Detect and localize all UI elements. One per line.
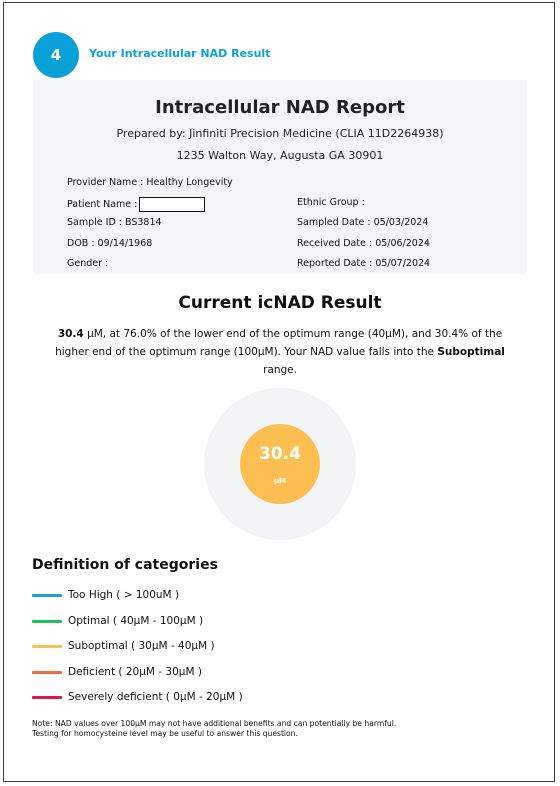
lab-address: 1235 Walton Way, Augusta GA 30901 — [176, 149, 384, 162]
report-title: Intracellular NAD Report — [155, 97, 405, 118]
summary-category: Suboptimal — [437, 346, 505, 358]
category-suboptimal — [32, 639, 215, 653]
category-optimal — [32, 614, 203, 628]
result-value-circle — [240, 424, 320, 504]
report-page — [3, 2, 555, 782]
category-label: Suboptimal ( 30µM - 40µM ) — [68, 640, 215, 652]
footnote-line-1: Note: NAD values over 100µM may not have additional benefits and can potentially be harmful. — [32, 719, 397, 728]
sampled-date: Sampled Date : 05/03/2024 — [297, 217, 429, 228]
summary-text: µM, at 76.0% of the lower end of the optimum range (40µM), and 30.4% of the higher end of the optimum range (100µM). Your NAD value falls into the — [55, 328, 503, 358]
dob: DOB : 09/14/1968 — [67, 238, 153, 249]
step-title: Your Intracellular NAD Result — [89, 47, 271, 60]
summary-value: 30.4 — [57, 328, 84, 340]
category-label: Severely deficient ( 0µM - 20µM ) — [68, 691, 243, 703]
category-color-line — [32, 696, 62, 699]
footnote-line-2: Testing for homocysteine level may be useful to answer this question. — [32, 729, 298, 738]
report-header-box — [33, 80, 527, 274]
sample-id: Sample ID : BS3814 — [67, 217, 162, 228]
step-number-badge: 4 — [33, 32, 79, 78]
patient-name-label: Patient Name : — [67, 199, 138, 210]
category-severely-deficient — [32, 690, 243, 704]
result-value: 30.4 — [259, 444, 301, 464]
category-label: Deficient ( 20µM - 30µM ) — [68, 666, 202, 678]
footnote — [32, 719, 532, 739]
category-color-line — [32, 645, 62, 648]
reported-date: Reported Date : 05/07/2024 — [297, 258, 431, 269]
result-summary — [40, 325, 520, 379]
summary-end: range. — [263, 364, 297, 376]
category-label: Too High ( > 100uM ) — [68, 589, 180, 601]
result-title: Current icNAD Result — [178, 293, 382, 313]
category-deficient — [32, 665, 202, 679]
category-color-line — [32, 594, 62, 597]
definitions-title: Definition of categories — [32, 557, 218, 573]
patient-name-field[interactable] — [139, 197, 205, 212]
result-unit: µM — [273, 477, 287, 485]
ethnic-group: Ethnic Group : — [297, 197, 365, 208]
patient-name-row — [67, 197, 205, 212]
prepared-by: Prepared by: Jinfiniti Precision Medicine (CLIA 11D2264938) — [116, 127, 444, 140]
category-color-line — [32, 671, 62, 674]
category-too-high — [32, 588, 179, 602]
provider-name: Provider Name : Healthy Longevity — [67, 177, 233, 188]
category-label: Optimal ( 40µM - 100µM ) — [68, 615, 204, 627]
received-date: Received Date : 05/06/2024 — [297, 238, 430, 249]
category-color-line — [32, 620, 62, 623]
gender: Gender : — [67, 258, 109, 269]
